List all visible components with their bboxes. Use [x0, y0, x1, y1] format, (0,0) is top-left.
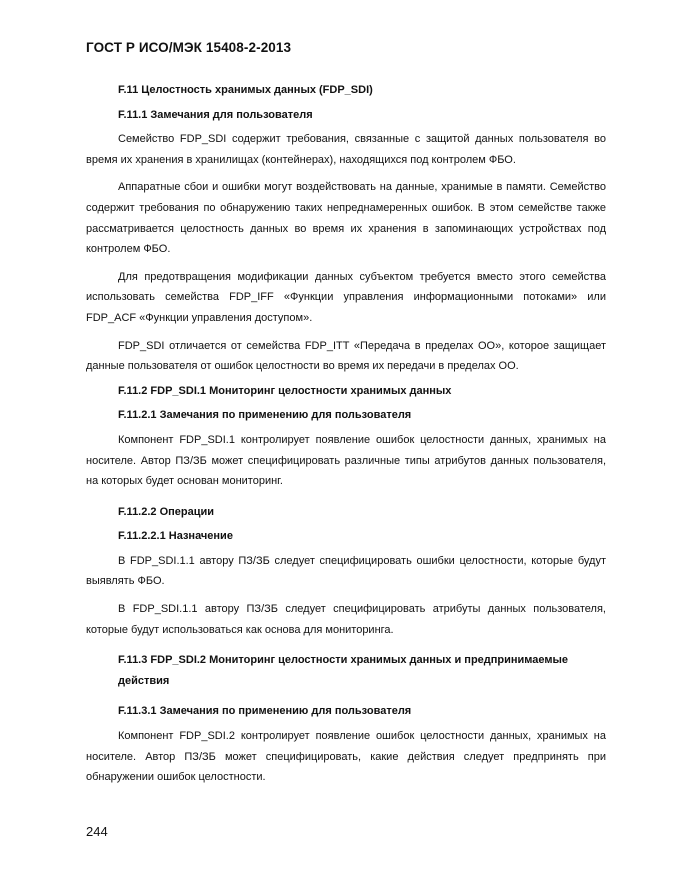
paragraph-f11-2-1-1: Компонент FDP_SDI.1 контролирует появление ошибок целостности данных, хранимых на носителе. Автор ПЗ/ЗБ может специфицировать различные типы атрибутов данных пользователя, на которых будет основан мониторинг. [86, 433, 606, 488]
section-f11-2-title: F.11.2 FDP_SDI.1 Мониторинг целостности хранимых данных [118, 384, 452, 397]
section-f11-title: F.11 Целостность хранимых данных (FDP_SDI) [118, 84, 373, 96]
paragraph-f11-2-2-1-1: В FDP_SDI.1.1 автору ПЗ/ЗБ следует специфицировать ошибки целостности, которые будут выявлять ФБО. [86, 554, 606, 588]
section-f11-3-1-title: F.11.3.1 Замечания по применению для пользователя [118, 705, 412, 718]
document-body [86, 80, 606, 788]
paragraph-f11-3-1-1: Компонент FDP_SDI.2 контролирует появление ошибок целостности данных, хранимых на носителе. Автор ПЗ/ЗБ может специфицировать, какие действия следует предпринять при обнаружении ошибок целостности. [86, 730, 606, 784]
page-number: 244 [86, 824, 108, 839]
paragraph-f11-1-1: Семейство FDP_SDI содержит требования, связанные с защитой данных пользователя во время их хранения в хранилищах (контейнерах), находящихся под контролем ФБО. [86, 133, 606, 166]
paragraph-f11-2-2-1-2: В FDP_SDI.1.1 автору ПЗ/ЗБ следует специфицировать атрибуты данных пользователя, которые будут использоваться как основа для мониторинга. [86, 603, 606, 636]
section-f11-1-title: F.11.1 Замечания для пользователя [118, 108, 313, 121]
section-f11-2-2-title: F.11.2.2 Операции [118, 505, 215, 518]
section-f11-3-title: F.11.3 FDP_SDI.2 Мониторинг целостности хранимых данных и предпринимаемые действия [118, 654, 569, 687]
paragraph-f11-1-3: Для предотвращения модификации данных субъектом требуется вместо этого семейства использовать семейства FDP_IFF «Функции управления информационными потоками» или FDP_ACF «Функции управления доступом». [86, 270, 606, 324]
section-f11-2-1-title: F.11.2.1 Замечания по применению для пользователя [118, 409, 412, 422]
section-f11-2-2-1-title: F.11.2.2.1 Назначение [118, 530, 233, 543]
document-header: ГОСТ Р ИСО/МЭК 15408-2-2013 [86, 40, 292, 55]
paragraph-f11-1-4: FDP_SDI отличается от семейства FDP_ITT «Передача в пределах ОО», которое защищает данные пользователя от ошибок целостности во время их передачи в пределах ОО. [86, 339, 606, 373]
paragraph-f11-1-2: Аппаратные сбои и ошибки могут воздействовать на данные, хранимые в памяти. Семейство содержит требования по обнаружению таких непреднамеренных ошибок. В этом семействе также рассматривается целостность данных во время их хранения в запоминающих устройствах под контролем ФБО. [86, 181, 606, 256]
